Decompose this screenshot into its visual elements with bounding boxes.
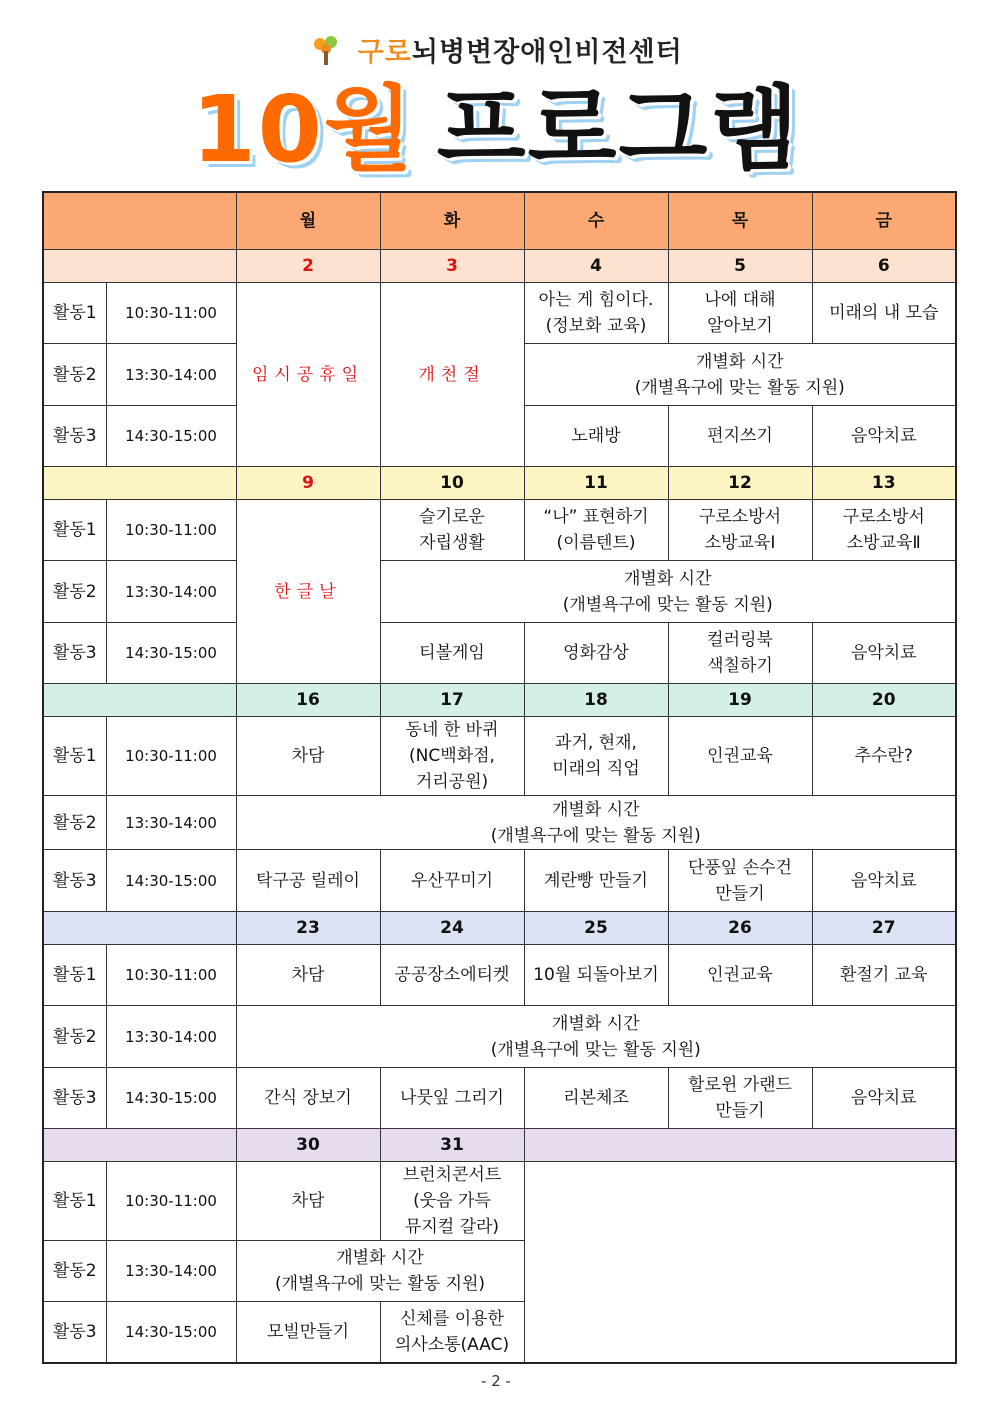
date-cell: 23 bbox=[236, 912, 380, 945]
activity-time: 13:30-14:00 bbox=[106, 561, 236, 623]
activity-label: 활동1 bbox=[43, 717, 106, 796]
date-cell: 27 bbox=[812, 912, 956, 945]
title-program: 프로그램 bbox=[436, 76, 801, 183]
program-cell: 리본체조 bbox=[524, 1068, 668, 1129]
program-cell: 차담 bbox=[236, 717, 380, 796]
program-cell: 인권교육 bbox=[668, 945, 812, 1006]
individual-time-cell: 개별화 시간 (개별욕구에 맞는 활동 지원) bbox=[236, 1241, 524, 1302]
program-cell: 아는 게 힘이다. (정보화 교육) bbox=[524, 283, 668, 344]
date-cell: 5 bbox=[668, 250, 812, 283]
week1-activity1-row bbox=[43, 283, 956, 344]
week3-date-row bbox=[43, 684, 956, 717]
date-cell: 13 bbox=[812, 467, 956, 500]
center-name bbox=[0, 30, 992, 74]
date-cell: 6 bbox=[812, 250, 956, 283]
day-mon: 월 bbox=[236, 192, 380, 250]
page-title bbox=[0, 76, 992, 183]
program-cell: 단풍잎 손수건 만들기 bbox=[668, 850, 812, 912]
week5-activity1-row bbox=[43, 1162, 956, 1241]
activity-time: 14:30-15:00 bbox=[106, 623, 236, 684]
program-cell: 음악치료 bbox=[812, 1068, 956, 1129]
holiday-cell: 임시공휴일 bbox=[236, 283, 380, 467]
week4-activity1-row bbox=[43, 945, 956, 1006]
activity-time: 14:30-15:00 bbox=[106, 850, 236, 912]
date-cell: 20 bbox=[812, 684, 956, 717]
activity-label: 활동1 bbox=[43, 283, 106, 344]
program-cell: 10월 되돌아보기 bbox=[524, 945, 668, 1006]
program-cell: 우산꾸미기 bbox=[380, 850, 524, 912]
individual-time-cell: 개별화 시간 (개별욕구에 맞는 활동 지원) bbox=[524, 344, 956, 406]
program-cell: 슬기로운 자립생활 bbox=[380, 500, 524, 561]
week1-date-row bbox=[43, 250, 956, 283]
activity-time: 14:30-15:00 bbox=[106, 406, 236, 467]
program-cell: 환절기 교육 bbox=[812, 945, 956, 1006]
activity-time: 14:30-15:00 bbox=[106, 1302, 236, 1363]
date-cell: 31 bbox=[380, 1129, 524, 1162]
program-cell: “나” 표현하기 (이름텐트) bbox=[524, 500, 668, 561]
program-cell: 과거, 현재, 미래의 직업 bbox=[524, 717, 668, 796]
title-month: 10월 bbox=[191, 76, 415, 183]
program-cell: 음악치료 bbox=[812, 623, 956, 684]
program-cell: 공공장소에티켓 bbox=[380, 945, 524, 1006]
activity-label: 활동2 bbox=[43, 796, 106, 850]
program-cell: 탁구공 릴레이 bbox=[236, 850, 380, 912]
holiday-cell: 개천절 bbox=[380, 283, 524, 467]
program-cell: 동네 한 바퀴 (NC백화점, 거리공원) bbox=[380, 717, 524, 796]
week2-activity1-row bbox=[43, 500, 956, 561]
activity-label: 활동2 bbox=[43, 1241, 106, 1302]
individual-time-cell: 개별화 시간 (개별욕구에 맞는 활동 지원) bbox=[236, 1006, 956, 1068]
activity-label: 활동2 bbox=[43, 344, 106, 406]
program-cell: 추수란? bbox=[812, 717, 956, 796]
date-cell: 18 bbox=[524, 684, 668, 717]
date-cell: 11 bbox=[524, 467, 668, 500]
date-cell: 24 bbox=[380, 912, 524, 945]
program-cell: 영화감상 bbox=[524, 623, 668, 684]
activity-time: 10:30-11:00 bbox=[106, 283, 236, 344]
activity-time: 14:30-15:00 bbox=[106, 1068, 236, 1129]
empty-cell bbox=[524, 1129, 956, 1162]
activity-time: 13:30-14:00 bbox=[106, 796, 236, 850]
activity-label: 활동2 bbox=[43, 561, 106, 623]
week2-activity2-row bbox=[43, 561, 956, 623]
week2-date-row bbox=[43, 467, 956, 500]
day-thu: 목 bbox=[668, 192, 812, 250]
program-cell: 나뭇잎 그리기 bbox=[380, 1068, 524, 1129]
program-cell: 차담 bbox=[236, 1162, 380, 1241]
activity-label: 활동1 bbox=[43, 500, 106, 561]
program-cell: 모빌만들기 bbox=[236, 1302, 380, 1363]
activity-label: 활동3 bbox=[43, 1302, 106, 1363]
schedule-table bbox=[42, 191, 957, 1364]
program-cell: 구로소방서 소방교육Ⅱ bbox=[812, 500, 956, 561]
activity-label: 활동3 bbox=[43, 406, 106, 467]
week3-activity2-row bbox=[43, 796, 956, 850]
program-cell: 음악치료 bbox=[812, 406, 956, 467]
date-cell: 25 bbox=[524, 912, 668, 945]
empty-cell bbox=[524, 1162, 956, 1363]
activity-time: 10:30-11:00 bbox=[106, 717, 236, 796]
weekday-header-row bbox=[43, 192, 956, 250]
program-cell: 음악치료 bbox=[812, 850, 956, 912]
activity-label: 활동3 bbox=[43, 623, 106, 684]
activity-label: 활동1 bbox=[43, 945, 106, 1006]
header-blank bbox=[43, 192, 236, 250]
program-cell: 구로소방서 소방교육Ⅰ bbox=[668, 500, 812, 561]
activity-time: 13:30-14:00 bbox=[106, 1006, 236, 1068]
activity-time: 10:30-11:00 bbox=[106, 945, 236, 1006]
date-cell: 10 bbox=[380, 467, 524, 500]
individual-time-cell: 개별화 시간 (개별욕구에 맞는 활동 지원) bbox=[380, 561, 956, 623]
week5-date-row bbox=[43, 1129, 956, 1162]
program-cell: 신체를 이용한 의사소통(AAC) bbox=[380, 1302, 524, 1363]
individual-time-cell: 개별화 시간 (개별욕구에 맞는 활동 지원) bbox=[236, 796, 956, 850]
week4-activity2-row bbox=[43, 1006, 956, 1068]
tree-logo-icon bbox=[309, 33, 343, 74]
day-wed: 수 bbox=[524, 192, 668, 250]
date-cell: 16 bbox=[236, 684, 380, 717]
org-name-part1: 구로 bbox=[357, 37, 412, 68]
week3-activity3-row bbox=[43, 850, 956, 912]
day-tue: 화 bbox=[380, 192, 524, 250]
activity-label: 활동3 bbox=[43, 850, 106, 912]
date-cell: 26 bbox=[668, 912, 812, 945]
date-cell: 4 bbox=[524, 250, 668, 283]
holiday-cell: 한글날 bbox=[236, 500, 380, 684]
program-cell: 계란빵 만들기 bbox=[524, 850, 668, 912]
date-cell: 2 bbox=[236, 250, 380, 283]
day-fri: 금 bbox=[812, 192, 956, 250]
program-cell: 미래의 내 모습 bbox=[812, 283, 956, 344]
activity-time: 10:30-11:00 bbox=[106, 500, 236, 561]
week3-activity1-row bbox=[43, 717, 956, 796]
program-cell: 편지쓰기 bbox=[668, 406, 812, 467]
program-cell: 컬러링북 색칠하기 bbox=[668, 623, 812, 684]
program-cell: 인권교육 bbox=[668, 717, 812, 796]
program-cell: 브런치콘서트 (웃음 가득 뮤지컬 갈라) bbox=[380, 1162, 524, 1241]
week4-date-row bbox=[43, 912, 956, 945]
date-cell: 9 bbox=[236, 467, 380, 500]
page-number: - 2 - bbox=[481, 1372, 511, 1390]
activity-time: 10:30-11:00 bbox=[106, 1162, 236, 1241]
week2-activity3-row bbox=[43, 623, 956, 684]
program-cell: 노래방 bbox=[524, 406, 668, 467]
activity-label: 활동1 bbox=[43, 1162, 106, 1241]
activity-label: 활동3 bbox=[43, 1068, 106, 1129]
program-cell: 차담 bbox=[236, 945, 380, 1006]
program-cell: 티볼게임 bbox=[380, 623, 524, 684]
program-cell: 나에 대해 알아보기 bbox=[668, 283, 812, 344]
activity-time: 13:30-14:00 bbox=[106, 344, 236, 406]
activity-label: 활동2 bbox=[43, 1006, 106, 1068]
date-cell: 17 bbox=[380, 684, 524, 717]
date-cell: 19 bbox=[668, 684, 812, 717]
date-cell: 3 bbox=[380, 250, 524, 283]
program-cell: 간식 장보기 bbox=[236, 1068, 380, 1129]
program-cell: 할로윈 가랜드 만들기 bbox=[668, 1068, 812, 1129]
week4-activity3-row bbox=[43, 1068, 956, 1129]
activity-time: 13:30-14:00 bbox=[106, 1241, 236, 1302]
org-name-part2: 뇌병변장애인비전센터 bbox=[411, 37, 683, 68]
date-cell: 30 bbox=[236, 1129, 380, 1162]
date-cell: 12 bbox=[668, 467, 812, 500]
